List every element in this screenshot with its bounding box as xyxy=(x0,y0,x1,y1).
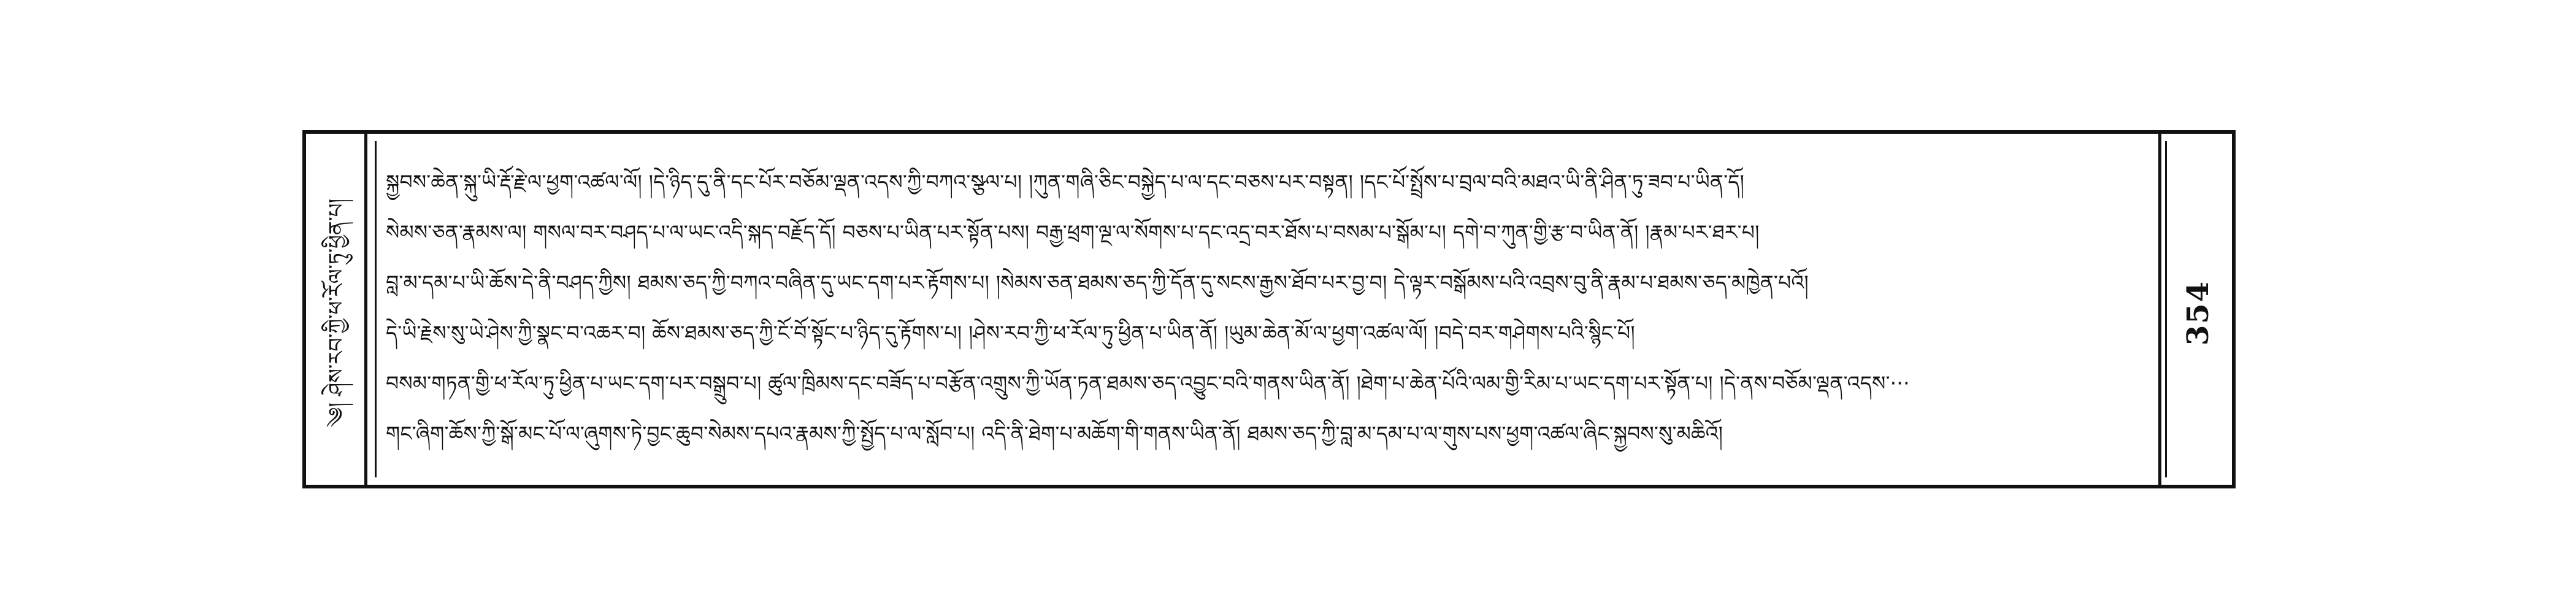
left-inner-rule xyxy=(375,141,377,477)
text-block xyxy=(386,157,2146,476)
right-margin xyxy=(2158,134,2232,485)
margin-title: ༄། ཤེས་རབ་ཀྱི་ཕ་རོལ་ཏུ་ཕྱིན་པ། xyxy=(324,198,349,428)
text-line-5: བསམ་གཏན་གྱི་ཕ་རོལ་ཏུ་ཕྱིན་པ་ཡང་དག་པར་བསྒྲུབ་པ། ཚུལ་ཁྲིམས་དང་བཟོད་པ་བརྩོན་འགྲུས་ཀྱི་ཡོན་ཏན་ཐམས་ཅད་འབྱུང་བའི་གནས་ཡིན་ནོ། །ཐེག་པ་ཆེན་པོའི་ལམ་གྱི་རིམ་པ་ཡང་དག་པར་སྟོན་པ། །དེ་ནས་བཅོམ་ལྡན་འདས་··· xyxy=(386,371,1910,395)
left-margin xyxy=(306,134,367,485)
text-line-1: སྐྱབས་ཆེན་སྐུ་ཡི་རྡོ་རྗེ་ལ་ཕྱག་འཚལ་ལོ། །དེ་ཉིད་དུ་ནི་དང་པོར་བཅོམ་ལྡན་འདས་ཀྱི་བཀའ་སྩལ་པ། །ཀུན་གཞི་ཅིང་བསྐྱེད་པ་ལ་དང་བཅས་པར་བསྟན། །དང་པོ་སྤྲོས་པ་བྲལ་བའི་མཐའ་ཡི་ནི་ཤིན་ཏུ་ཟབ་པ་ཡིན་དོ། xyxy=(386,170,1745,194)
text-line-4: དེ་ཡི་རྗེས་སུ་ཡེ་ཤེས་ཀྱི་སྣང་བ་འཆར་བ། ཆོས་ཐམས་ཅད་ཀྱི་ངོ་བོ་སྟོང་པ་ཉིད་དུ་རྟོགས་པ། །ཤེས་རབ་ཀྱི་ཕ་རོལ་ཏུ་ཕྱིན་པ་ཡིན་ནོ། །ཡུམ་ཆེན་མོ་ལ་ཕྱག་འཚལ་ལོ། །བདེ་བར་གཤེགས་པའི་སྙིང་པོ། xyxy=(386,321,1635,345)
manuscript-folio xyxy=(302,130,2236,488)
text-line-2: སེམས་ཅན་རྣམས་ལ། གསལ་བར་བཤད་པ་ལ་ཡང་འདི་སྐད་བརྗོད་དོ། བཅས་པ་ཡིན་པར་སྟོན་པས། བརྒྱ་ཕྲག་ལྔ་ལ་སོགས་པ་དང་འདྲ་བར་ཐོས་པ་བསམ་པ་སྒོམ་པ། དགེ་བ་ཀུན་གྱི་རྩ་བ་ཡིན་ནོ། །རྣམ་པར་ཐར་པ། xyxy=(386,220,1760,244)
page-number: 354 xyxy=(2181,280,2215,346)
text-line-6: གང་ཞིག་ཆོས་ཀྱི་སྒོ་མང་པོ་ལ་ཞུགས་ཏེ་བྱང་ཆུབ་སེམས་དཔའ་རྣམས་ཀྱི་སྤྱོད་པ་ལ་སློབ་པ། འདི་ནི་ཐེག་པ་མཆོག་གི་གནས་ཡིན་ནོ། ཐམས་ཅད་ཀྱི་བླ་མ་དམ་པ་ལ་གུས་པས་ཕྱག་འཚལ་ཞིང་སྐྱབས་སུ་མཆིའོ། xyxy=(386,422,1723,445)
text-line-3: བླ་མ་དམ་པ་ཡི་ཆོས་དེ་ནི་བཤད་ཀྱིས། ཐམས་ཅད་ཀྱི་བཀའ་བཞིན་དུ་ཡང་དག་པར་རྟོགས་པ། །སེམས་ཅན་ཐམས་ཅད་ཀྱི་དོན་དུ་སངས་རྒྱས་ཐོབ་པར་བྱ་བ། དེ་ལྟར་བསྒོམས་པའི་འབྲས་བུ་ནི་རྣམ་པ་ཐམས་ཅད་མཁྱེན་པའོ། xyxy=(386,271,1809,295)
